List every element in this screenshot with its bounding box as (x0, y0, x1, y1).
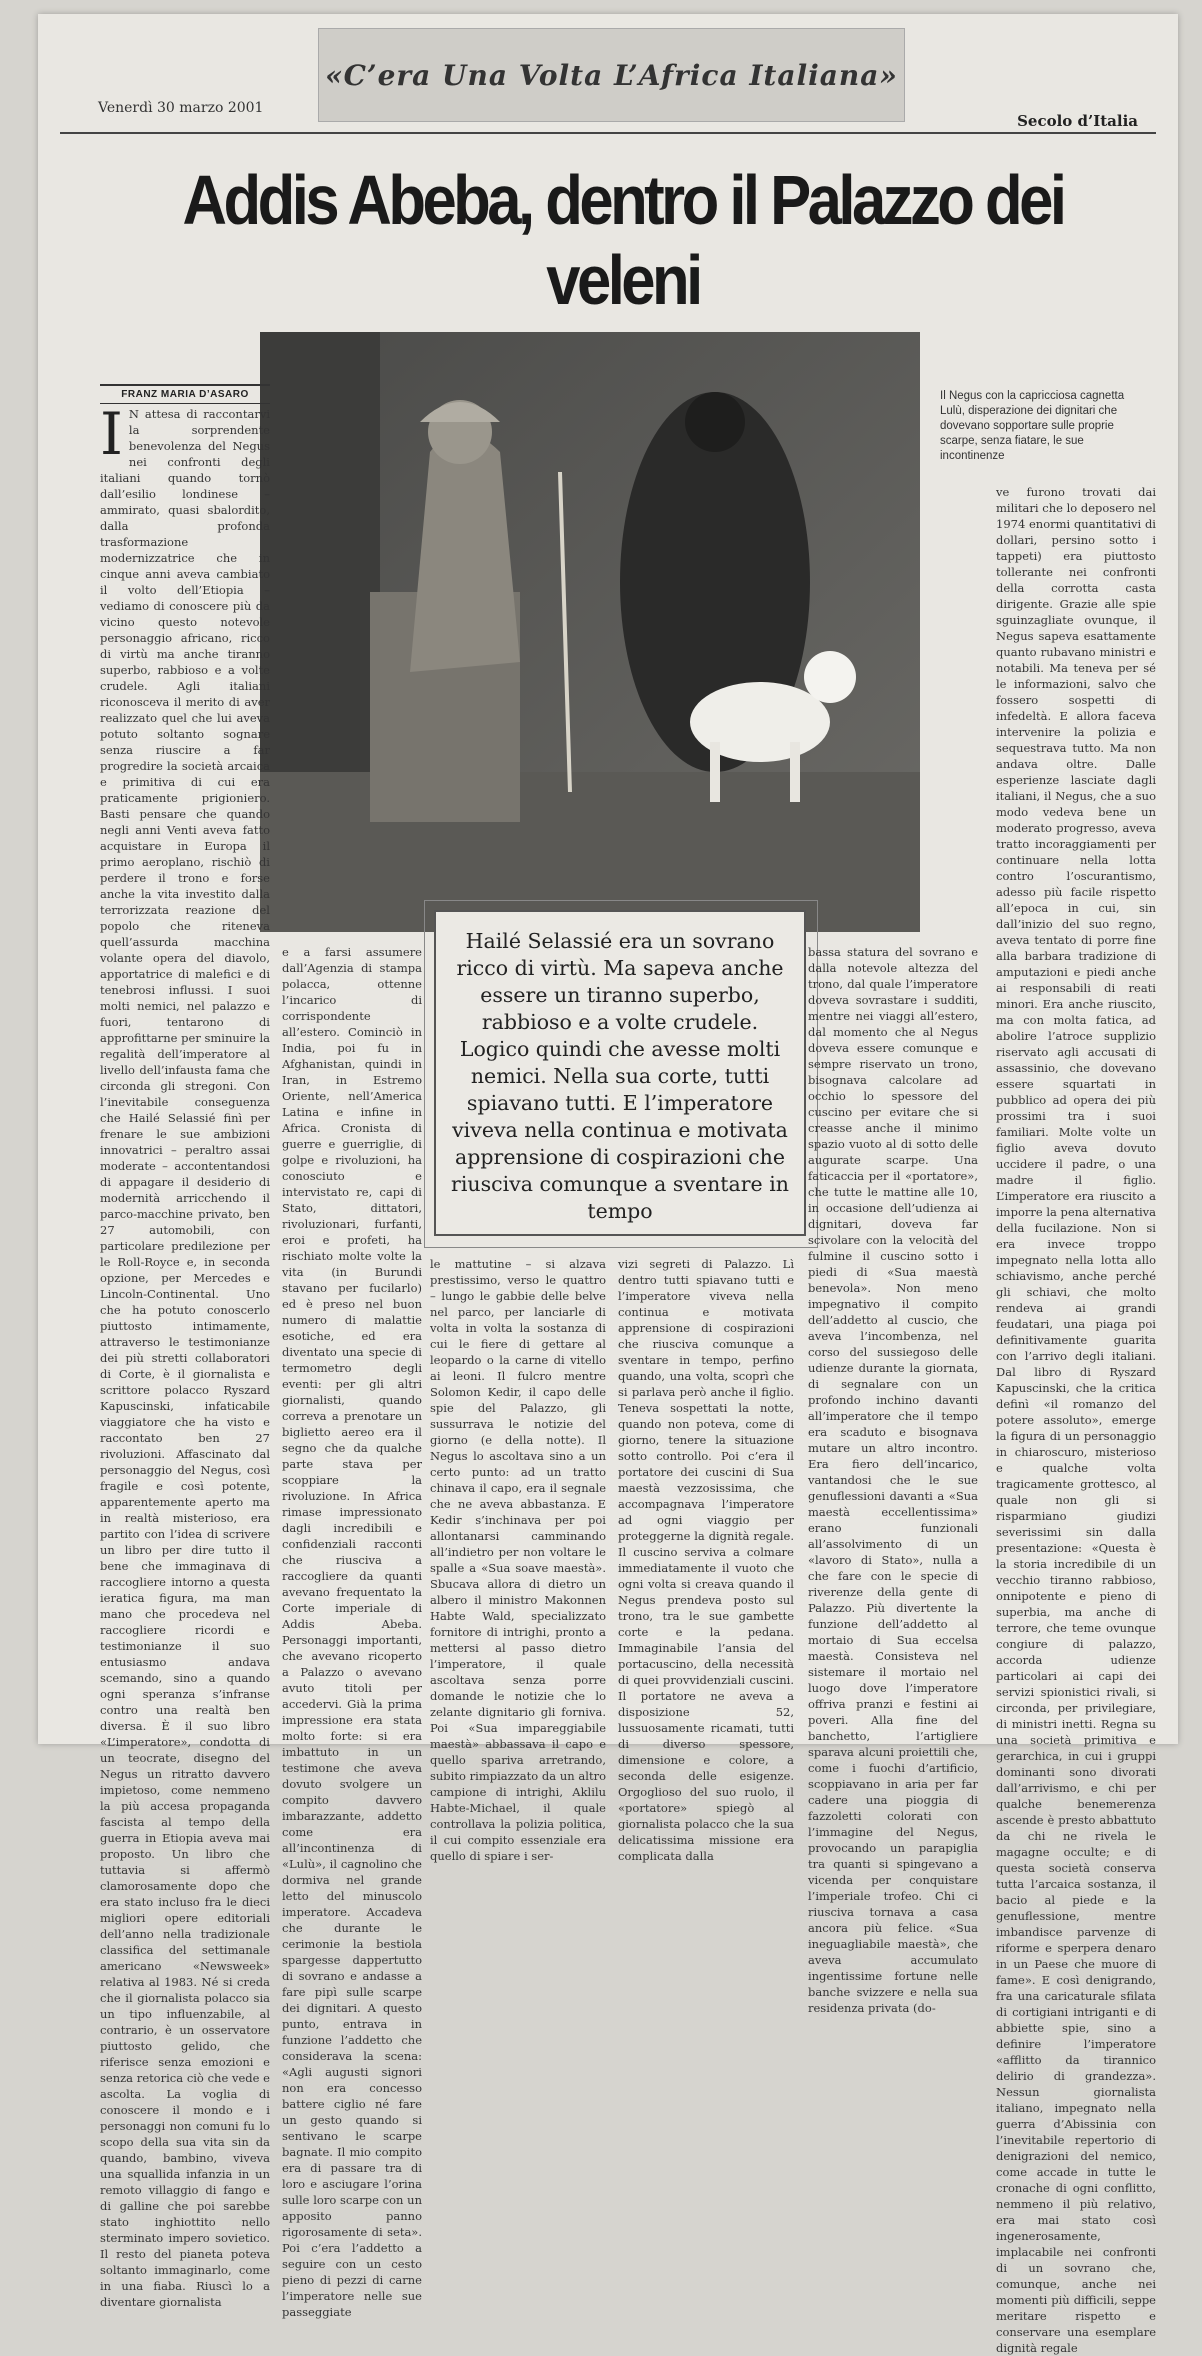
dropcap: I (100, 400, 123, 468)
article-photo (260, 332, 920, 932)
article-column-6 (996, 484, 1156, 2355)
pull-quote-text: Hailé Selassié era un sovrano ricco di virtù. Ma sapeva anche essere un tiranno superbo, rabbioso e a volte crudele. Logico quindi che avesse molti nemici. Nella sua corte, tutti spiavano tutti. E l’imperatore viveva nella continua e motivata apprensione di cospirazioni che riusciva comunque a sventare in tempo (451, 929, 789, 1223)
column-3-text: le mattutine – si alzava prestissimo, verso le quattro – lungo le gabbie delle belve nel parco, per lanciarle di volta in volta la sostanza di cui le fiere di gettare al leopardo o la carne di vitello ai leoni. Il fulcro mentre Solomon Kedir, il capo delle spie del Palazzo, gli sussurrava le notizie del giorno (e della notte). Il Negus lo ascoltava sino a un certo punto: ad un tratto chinava il capo, era il segnale che ne aveva abbastanza. E Kedir s’inchinava per poi allontanarsi camminando all’indietro per non voltare le spalle a «Sua soave maestà». Sbucava allora di dietro un albero il ministro Makonnen Habte Wald, specializzato fornitore di intrighi, pronto a mettersi al passo dietro l’imperatore, il quale ascoltava senza porre domande le notizie che lo zelante dignitario gli forniva. Poi «Sua impareggiabile maestà» abbassava il capo e quello spariva arretrando, subito rimpiazzato da un altro campione di intrighi, Aklilu Habte-Michael, il quale controllava la polizia politica, il cui compito essenziale era quello di spiare i ser- (430, 1257, 606, 1863)
pull-quote (434, 910, 806, 1236)
column-5-text: bassa statura del sovrano e dalla notevole altezza del trono, dal quale l’imperatore doveva sovrastare i sudditi, mentre nei viaggi all’estero, dal momento che al Negus doveva essere comunque e sempre riservato un trono, bisognava calcolare ad occhio lo spessore del cuscino per evitare che si creasse anche il minimo spazio vuoto al di sotto delle augurate scarpe. Una faticaccia per il «portatore», che tutte le mattine alle 10, in occasione dell’udienza ai dignitari, doveva far scivolare con la velocità del fulmine il cuscino sotto i piedi di «Sua maestà benevola». Non meno impegnativo il compito dell’addetto al cuscio, che aveva l’incombenza, nel corso del sussiegoso delle udienze durante la giornata, di segnalare con un profondo inchino davanti all’imperatore che il tempo era scaduto e bisognava mutare un altro incontro. Era fiero dell’incarico, vantandosi che le sue genuflessioni davanti a «Sua maestà eccellentissima» erano funzionali all’assolvimento di un «lavoro di Stato», nulla a che fare con le specie di riverenze della gente di Palazzo. Più divertente la funzione dell’addetto al mortaio di Sua eccelsa maestà. Consisteva nel sistemare il mortaio nel luogo dove l’imperatore offriva pranzi e festini ai poveri. Alla fine del banchetto, l’artigliere sparava alcuni proiettili che, come i fuochi d’artificio, scoppiavano in aria per far cadere una pioggia di fazzoletti colorati con l’immagine del Negus, provocando un parapiglia tra quanti si spingevano a vicenda per conquistare l’imperiale trofeo. Chi ci riusciva tornava a casa ancora più felice. «Sua ineguagliabile maestà», che aveva accumulato ingentissime fortune nelle banche svizzere e nella sua residenza privata (do- (808, 945, 978, 2015)
byline: FRANZ MARIA D’ASARO (100, 384, 270, 404)
article-column-2 (282, 944, 422, 2319)
column-1-text: N attesa di raccontarvi la sorprendente benevolenza del Negus nei confronti degli italiani quando tornò dall’esilio londinese – ammirato, quasi sbalordito, dalla profonda trasformazione modernizzatrice che in cinque anni aveva cambiato il volto dell’Etiopia – vediamo di conoscere più da vicino questo notevole personaggio africano, ricco di virtù ma anche tiranno superbo, rabbioso e a volte crudele. Agli italiani riconosceva il merito di aver realizzato quel che lui aveva potuto soltanto sognare senza riuscire a far progredire la società arcaica e primitiva di cui era praticamente prigioniero. Basti pensare che quando negli anni Venti aveva fatto acquistare in Europa il primo aeroplano, rischiò di perdere il trono e forse anche la vita investito dalla terrorizzata reazione del popolo che riteneva quell’assurda macchina volante opera del diavolo, apportatrice di malefici e di tenebrosi influssi. I suoi molti nemici, nel palazzo e fuori, tentarono di approfittarne per sminuire la regalità dell’imperatore al livello dell’infausta fama che circonda gli stregoni. Con l’inevitabile conseguenza che Hailé Selassié finì per frenare le sue ambizioni innovatrici – peraltro assai moderate – accontentandosi di appagare il desiderio di modernità arricchendo il parco-macchine privato, ben 27 automobili, con particolare predilezione per le Roll-Royce e, in seconda opzione, per Mercedes e Lincoln-Continental. Uno che ha potuto conoscerlo piuttosto intimamente, attraverso le testimonianze dei più stretti collaboratori di Corte, è il giornalista e scrittore polacco Ryszard Kapuscinski, infaticabile viaggiatore che ha visto e raccontato ben 27 rivoluzioni. Affascinato dal personaggio del Negus, così fragile e così potente, apparentemente aperto ma in realtà misterioso, era partito con l’idea di scrivere un libro per dire tutto il bene che immaginava di raccogliere intorno a questa ieratica figura, ma man mano che procedeva nel raccogliere ricordi e testimonianze il suo entusiasmo andava scemando, sino a quando ogni speranza s’infranse contro una realtà ben diversa. È il suo libro «L’imperatore», condotta di un teocrate, disegno del Negus un ritratto davvero impietoso, come nemmeno la più accesa propaganda fascista al tempo della guerra in Etiopia aveva mai proposto. Un libro che tuttavia si affermò clamorosamente dopo che era stato incluso fra le dieci migliori opere editoriali dell’anno nella tradizionale classifica del settimanale americano «Newsweek» relativa al 1983. Né si creda che il giornalista polacco sia un tipo influenzabile, al contrario, è un osservatore piuttosto gelido, che riferisce senza emozioni e senza retorica ciò che vede e ascolta. La voglia di conoscere il mondo e i personaggi non comuni fu lo scopo della sua vita sin da quando, bambino, viveva una squallida infanzia in un remoto villaggio di fango e di galline che poi sarebbe stato inghiottito nello sterminato impero sovietico. Il resto del pianeta poteva soltanto immaginarlo, come in una fiaba. Riuscì lo a diventare giornalista (100, 407, 270, 2309)
article-column-1 (100, 400, 270, 2309)
header-rule (60, 132, 1156, 134)
issue-date: Venerdì 30 marzo 2001 (98, 100, 264, 116)
series-title: «C’era Una Volta L’Africa Italiana» (325, 58, 898, 92)
column-6-text: ve furono trovati dai militari che lo deposero nel 1974 enormi quantitativi di dollari, persino sotto i tappeti) era piuttosto tollerante nei confronti della corrotta casta dirigente. Grazie alle spie sguinzagliate ovunque, il Negus sapeva esattamente quanto rubavano ministri e notabili. Ma teneva per sé le informazioni, salvo che fossero sospetti di infedeltà. E allora faceva intervenire la polizia e sequestrava tutto. Ma non andava oltre. Dalle esperienze lasciate dagli italiani, il Negus, che a suo modo vedeva bene un moderato progresso, aveva tratto incoraggiamenti per continuare nella lotta contro l’oscurantismo, adesso più facile rispetto all’epoca in cui, sin dall’inizio del suo regno, aveva tentato di porre fine alla barbara tradizione di amputazioni e piedi anche ai responsabili di reati minori. Era anche riuscito, ma con molta fatica, ad abolire l’atroce supplizio riservato agli accusati di assassinio, che dovevano essere squartati in pubblico ad opera dei più prossimi tra i suoi familiari. Molte volte un figlio aveva dovuto uccidere il padre, o una madre il figlio. L’imperatore era riuscito a imporre la pena alternativa della fucilazione. Non si era invece troppo impegnato nella lotta allo schiavismo, anche perché gli schiavi, che molto rendeva ai grandi feudatari, una piaga poi definitivamente guarita con l’arrivo degli italiani. Dal libro di Ryszard Kapuscinski, che la critica definì «il romanzo del potere assoluto», emerge la figura di un personaggio in chiaroscuro, misterioso e qualche volta tragicamente grottesco, al quale non gli si risparmiano giudizi severissimi sin dalla presentazione: «Questa è la storia incredibile di un vecchio tiranno rabbioso, onnipotente e pieno di superbia, ma anche di terrore, che teme ovunque congiure di palazzo, accorda udienze particolari ai capi dei servizi spionistici rivali, si circonda, per privilegiare, di ministri inetti. Regna su una società primitiva e gerarchica, in cui i gruppi dominanti sono divorati dall’arrivismo, e chi per qualche benemerenza ascende è presto abbattuto da chi ne rivela le magagne occulte; e di questa società conserva tutta l’arcaica sostanza, il bacio al piede e la genuflessione, mentre imbandisce parvenze di riforme e sperpera denaro in un Paese che muore di fame». E così denigrando, fra una caricaturale sfilata di cortigiani intriganti e di abbiette spie, sino a definire l’imperatore «afflitto da tirannico delirio di grandezza». Nessun giornalista italiano, impegnato nella guerra d’Abissinia con l’inevitabile repertorio di denigrazioni del nemico, come accade in tutte le cronache di ogni conflitto, nemmeno il più relativo, era mai stato così ingenerosamente, implacabile nei confronti di un sovrano che, comunque, anche nei momenti più difficili, seppe meritare rispetto e conservare una esemplare dignità regale (996, 485, 1156, 2355)
series-masthead (318, 28, 905, 122)
negus-with-dog-photo (260, 332, 920, 932)
article-column-4 (618, 1256, 794, 1863)
newspaper-name: Secolo d’Italia (1017, 112, 1138, 130)
column-4-text: vizi segreti di Palazzo. Lì dentro tutti spiavano tutti e l’imperatore viveva nella continua e motivata apprensione di cospirazioni che riusciva comunque a sventare in tempo, perfino quando, una volta, scoprì che si parlava però anche il figlio. Teneva sospettati la notte, quando non poteva, come di giorno, tenere la situazione sotto controllo. Poi c’era il portatore dei cuscini di Sua maestà vezzosissima, che accompagnava l’imperatore ad ogni viaggio per proteggerne la dignità regale. Il cuscino serviva a colmare immediatamente il vuoto che ogni volta si creava quando il Negus prendeva posto sul trono, tra le sue gambette corte e la pedana. Immaginabile l’ansia del portacuscino, della necessità di quei provvidenziali cuscini. Il portatore ne aveva a disposizione 52, lussuosamente ricamati, tutti di diverso spessore, dimensione e colore, a seconda delle esigenze. Orgoglioso del suo ruolo, il «portatore» spiegò al giornalista polacco che la sua delicatissima missione era complicata dalla (618, 1257, 794, 1863)
article-column-5 (808, 944, 978, 2015)
headline: Addis Abeba, dentro il Palazzo dei veleni (182, 161, 1064, 319)
newspaper-page (38, 14, 1178, 2355)
article-column-3 (430, 1256, 606, 1863)
photo-caption: Il Negus con la capricciosa cagnetta Lulù, disperazione dei dignitari che dovevano sopportare sulle proprie scarpe, senza fiatare, le sue incontinenze (940, 390, 1125, 462)
column-2-text: e a farsi assumere dall’Agenzia di stampa polacca, ottenne l’incarico di corrispondente all’estero. Cominciò in India, poi fu in Afghanistan, quindi in Iran, in Estremo Oriente, nell’America Latina e infine in Africa. Cronista di guerre e guerriglie, di golpe e rivoluzioni, ha conosciuto e intervistato re, capi di Stato, dittatori, rivoluzionari, furfanti, eroi e profeti, ha rischiato molte volte la vita (in Burundi stavano per fucilarlo) ed è preso nel buon numero di malattie esotiche, ed era diventato una specie di termometro degli eventi: per gli altri giornalisti, quando correva a prenotare un biglietto aereo era il segno che da qualche parte stava per scoppiare la rivoluzione. In Africa rimase impressionato dagli incredibili e confidenziali racconti che riusciva a raccogliere da quanti avevano frequentato la Corte imperiale di Addis Abeba. Personaggi importanti, che avevano ricoperto a Palazzo o avevano avuto titoli per accedervi. Già la prima impressione era stata molto forte: si era imbattuto in un testimone che aveva dovuto svolgere un compito davvero imbarazzante, addetto come era all’incontinenza di «Lulù», il cagnolino che dormiva nel grande letto del minuscolo imperatore. Accadeva che durante le cerimonie la bestiola spargesse dappertutto di sovrano e andasse a fare pipì sulle scarpe dei dignitari. A questo punto, entrava in funzione l’addetto che considerava la scena: «Agli augusti signori non era concesso battere ciglio né fare un gesto quando si sentivano le scarpe bagnate. Il mio compito era di passare tra di loro e asciugare l’orina sulle loro scarpe con un apposito panno rigorosamente di seta». Poi c’era l’addetto a seguire con un cesto pieno di pezzi di carne l’imperatore nelle sue passeggiate (282, 945, 422, 2319)
